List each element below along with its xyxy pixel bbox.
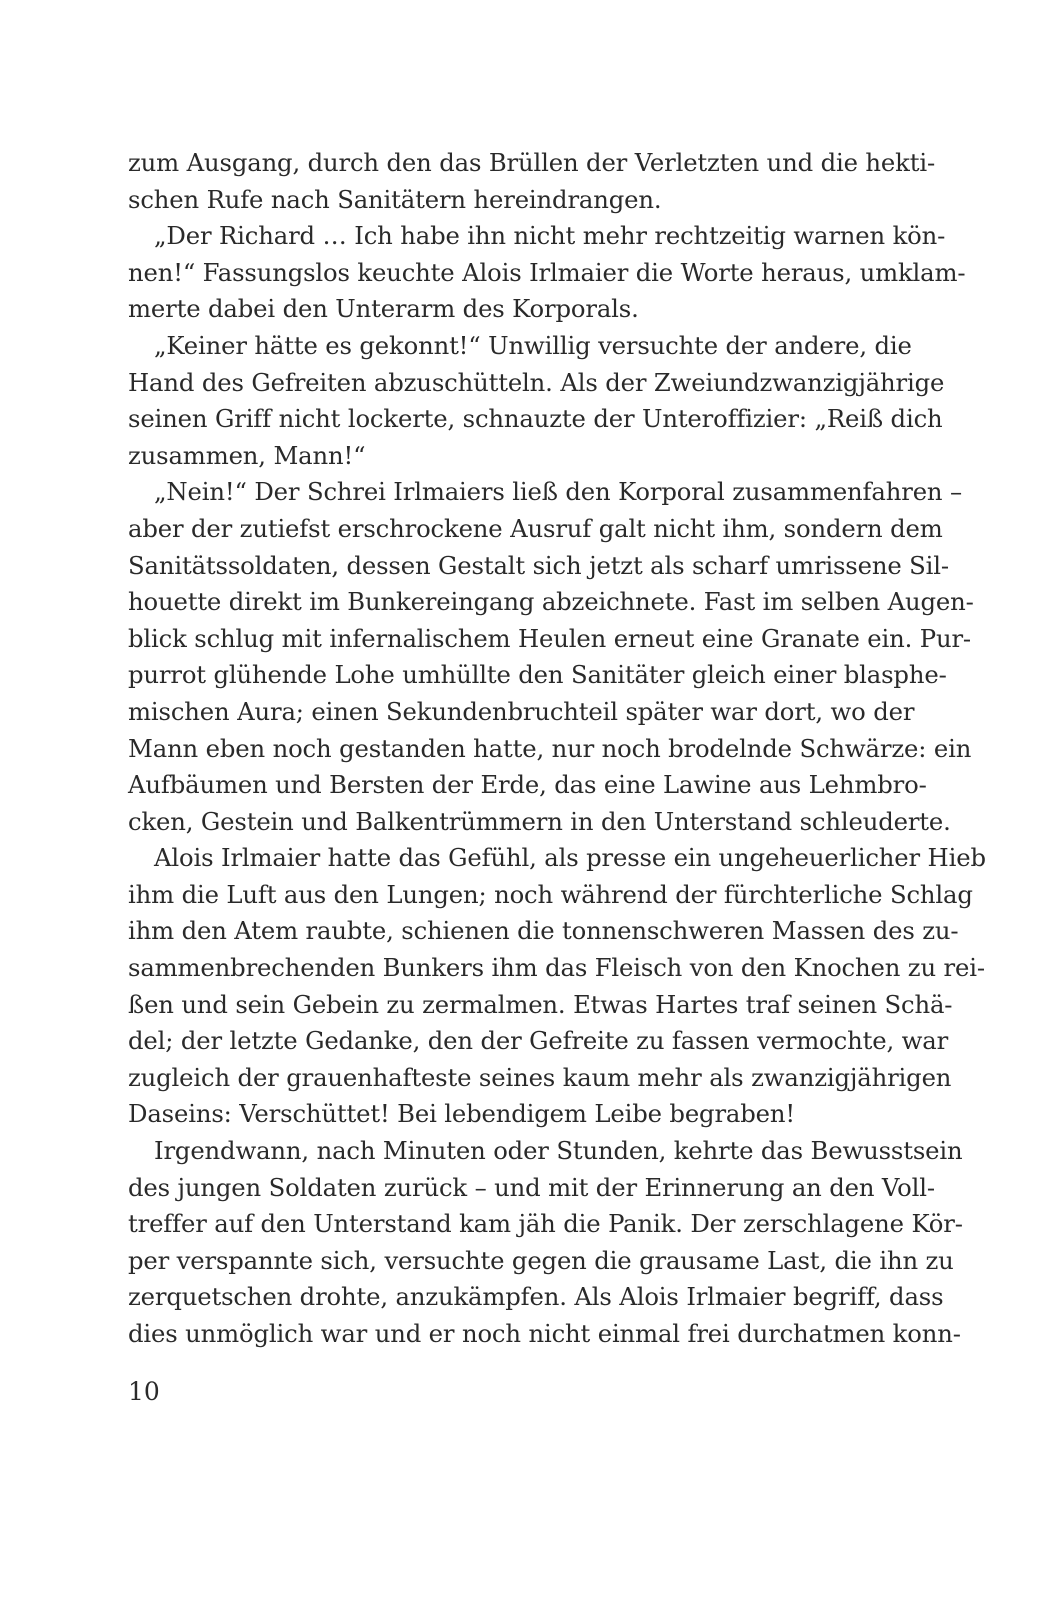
paragraph	[128, 145, 936, 218]
text-line: treffer auf den Unterstand kam jäh die Panik. Der zerschlagene Kör-	[128, 1209, 963, 1239]
text-line: nen!“ Fassungslos keuchte Alois Irlmaier die Worte heraus, umklam-	[128, 257, 966, 287]
body-text	[128, 145, 986, 1353]
text-line: zugleich der grauenhafteste seines kaum mehr als zwanzigjährigen	[128, 1062, 952, 1092]
paragraph	[128, 328, 945, 474]
text-line: des jungen Soldaten zurück – und mit der Erinnerung an den Voll-	[128, 1172, 935, 1202]
text-line: merte dabei den Unterarm des Korporals.	[128, 294, 639, 324]
text-line: „Der Richard … Ich habe ihn nicht mehr rechtzeitig warnen kön-	[154, 221, 946, 251]
text-line: Daseins: Verschüttet! Bei lebendigem Leibe begraben!	[128, 1099, 795, 1129]
text-line: Mann eben noch gestanden hatte, nur noch brodelnde Schwärze: ein	[128, 733, 972, 763]
text-line: „Nein!“ Der Schrei Irlmaiers ließ den Korporal zusammenfahren –	[154, 477, 962, 507]
paragraph	[128, 1133, 963, 1353]
text-line: seinen Griff nicht lockerte, schnauzte der Unteroffizier: „Reiß dich	[128, 404, 943, 434]
text-line: mischen Aura; einen Sekundenbruchteil später war dort, wo der	[128, 696, 915, 726]
text-line: Sanitätssoldaten, dessen Gestalt sich jetzt als scharf umrissene Sil-	[128, 550, 949, 580]
text-line: cken, Gestein und Balkentrümmern in den Unterstand schleuderte.	[128, 806, 951, 836]
text-line: schen Rufe nach Sanitätern hereindrangen.	[128, 184, 662, 214]
text-line: purrot glühende Lohe umhüllte den Sanitäter gleich einer blasphe-	[128, 660, 947, 690]
paragraph	[128, 474, 974, 840]
text-line: aber der zutiefst erschrockene Ausruf galt nicht ihm, sondern dem	[128, 513, 943, 543]
text-line: dies unmöglich war und er noch nicht einmal frei durchatmen konn-	[128, 1319, 961, 1348]
text-line: ihm den Atem raubte, schienen die tonnenschweren Massen des zu-	[128, 916, 959, 946]
text-line: ßen und sein Gebein zu zermalmen. Etwas Hartes traf seinen Schä-	[128, 989, 953, 1019]
text-line: zusammen, Mann!“	[128, 440, 366, 470]
text-line: del; der letzte Gedanke, den der Gefreite zu fassen vermochte, war	[128, 1026, 949, 1056]
text-line: Alois Irlmaier hatte das Gefühl, als presse ein ungeheuerlicher Hieb	[154, 843, 986, 873]
text-line: blick schlug mit infernalischem Heulen erneut eine Granate ein. Pur-	[128, 623, 971, 653]
text-line: Aufbäumen und Bersten der Erde, das eine Lawine aus Lehmbro-	[128, 770, 927, 800]
text-line: „Keiner hätte es gekonnt!“ Unwillig versuchte der andere, die	[154, 330, 912, 360]
paragraph	[128, 218, 966, 328]
text-line: ihm die Luft aus den Lungen; noch während der fürchterliche Schlag	[128, 879, 973, 909]
text-line: Irgendwann, nach Minuten oder Stunden, kehrte das Bewusstsein	[154, 1136, 963, 1166]
page-number: 10	[128, 1377, 160, 1406]
text-line: Hand des Gefreiten abzuschütteln. Als der Zweiundzwanzigjährige	[128, 367, 945, 397]
text-line: houette direkt im Bunkereingang abzeichnete. Fast im selben Augen-	[128, 587, 974, 617]
paragraph	[128, 840, 986, 1133]
text-line: per verspannte sich, versuchte gegen die grausame Last, die ihn zu	[128, 1245, 954, 1275]
text-line: zerquetschen drohte, anzukämpfen. Als Alois Irlmaier begriff, dass	[128, 1282, 944, 1312]
text-line: zum Ausgang, durch den das Brüllen der Verletzten und die hekti-	[128, 148, 936, 177]
text-line: sammenbrechenden Bunkers ihm das Fleisch von den Knochen zu rei-	[128, 953, 985, 983]
